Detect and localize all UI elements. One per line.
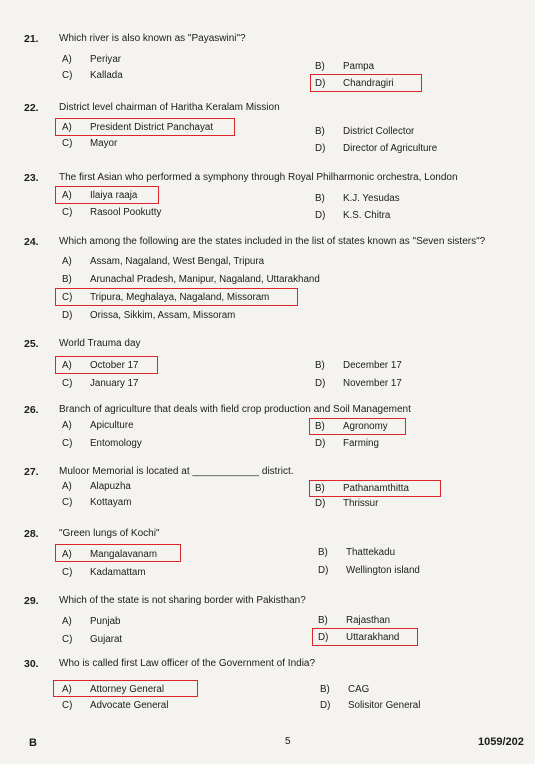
option-letter: B) [320, 684, 330, 695]
option-text: Pathanamthitta [343, 483, 409, 494]
option-text: Chandragiri [343, 78, 394, 89]
question-number: 30. [24, 658, 39, 670]
option-letter: C) [62, 378, 73, 389]
option-letter: B) [318, 547, 328, 558]
answer-mark-box [310, 74, 422, 92]
option-text: CAG [348, 684, 370, 695]
option-text: Punjab [90, 616, 121, 627]
option-text: Thrissur [343, 498, 379, 509]
option-letter: C) [62, 292, 73, 303]
option-text: Tripura, Meghalaya, Nagaland, Missoram [90, 292, 270, 303]
question-text: "Green lungs of Kochi" [59, 528, 160, 539]
option-letter: A) [62, 190, 72, 201]
option-letter: C) [62, 497, 73, 508]
option-text: Kallada [90, 70, 123, 81]
option-text: Thattekadu [346, 547, 396, 558]
option-letter: B) [318, 615, 328, 626]
paper-code: 1059/202 [478, 736, 524, 748]
option-text: Mangalavanam [90, 549, 157, 560]
option-letter: D) [62, 310, 73, 321]
option-letter: D) [315, 78, 326, 89]
option-letter: D) [318, 565, 329, 576]
option-text: Kadamattam [90, 567, 146, 578]
question-number: 22. [24, 102, 39, 114]
option-letter: B) [315, 193, 325, 204]
option-letter: A) [62, 481, 72, 492]
option-text: Orissa, Sikkim, Assam, Missoram [90, 310, 236, 321]
option-letter: C) [62, 438, 73, 449]
option-letter: C) [62, 634, 73, 645]
option-text: Wellington island [346, 565, 420, 576]
option-text: Gujarat [90, 634, 123, 645]
option-letter: A) [62, 616, 72, 627]
option-text: K.J. Yesudas [343, 193, 400, 204]
answer-mark-box [55, 544, 181, 562]
option-letter: D) [318, 632, 329, 643]
question-number: 23. [24, 172, 39, 184]
question-number: 21. [24, 33, 39, 45]
option-text: Assam, Nagaland, West Bengal, Tripura [90, 256, 265, 267]
question-text: Branch of agriculture that deals with field crop production and Soil Management [59, 404, 411, 415]
option-text: January 17 [90, 378, 139, 389]
option-letter: D) [320, 700, 331, 711]
page-number: 5 [285, 736, 291, 747]
option-letter: B) [62, 274, 72, 285]
question-text: Muloor Memorial is located at ____________ district. [59, 466, 294, 477]
series-code: B [29, 737, 37, 749]
option-letter: D) [315, 438, 326, 449]
option-text: Rajasthan [346, 615, 391, 626]
answer-mark-box [55, 356, 158, 374]
question-text: The first Asian who performed a symphony through Royal Philharmonic orchestra, London [59, 172, 458, 183]
answer-mark-box [309, 418, 406, 435]
answer-mark-box [55, 186, 159, 204]
question-number: 26. [24, 404, 39, 416]
question-text: Which of the state is not sharing border with Pakisthan? [59, 595, 306, 606]
option-text: Entomology [90, 438, 142, 449]
question-text: Who is called first Law officer of the Government of India? [59, 658, 316, 669]
option-text: Kottayam [90, 497, 132, 508]
option-text: November 17 [343, 378, 402, 389]
question-number: 28. [24, 528, 39, 540]
option-text: District Collector [343, 126, 415, 137]
option-text: December 17 [343, 360, 402, 371]
option-text: Farming [343, 438, 379, 449]
option-text: Agronomy [343, 421, 388, 432]
option-text: Alapuzha [90, 481, 131, 492]
option-text: Uttarakhand [346, 632, 400, 643]
question-number: 29. [24, 595, 39, 607]
option-letter: B) [315, 61, 325, 72]
question-text: Which among the following are the states included in the list of states known as "Seven sisters"? [59, 236, 486, 247]
option-letter: C) [62, 207, 73, 218]
option-letter: D) [315, 378, 326, 389]
option-letter: C) [62, 138, 73, 149]
option-letter: D) [315, 210, 326, 221]
option-text: President District Panchayat [90, 122, 214, 133]
question-number: 27. [24, 466, 39, 478]
option-text: Mayor [90, 138, 118, 149]
option-text: Advocate General [90, 700, 169, 711]
option-letter: B) [315, 483, 325, 494]
option-letter: B) [315, 360, 325, 371]
option-letter: A) [62, 549, 72, 560]
question-text: District level chairman of Haritha Keralam Mission [59, 102, 280, 113]
option-letter: D) [315, 143, 326, 154]
option-text: Pampa [343, 61, 375, 72]
option-text: Apiculture [90, 420, 134, 431]
option-text: Arunachal Pradesh, Manipur, Nagaland, Uttarakhand [90, 274, 320, 285]
option-text: Attorney General [90, 684, 165, 695]
option-text: October 17 [90, 360, 139, 371]
question-text: Which river is also known as "Payaswini"? [59, 33, 246, 44]
question-text: World Trauma day [59, 338, 141, 349]
option-text: Ilaiya raaja [90, 190, 138, 201]
option-letter: C) [62, 567, 73, 578]
option-text: Solisitor General [348, 700, 421, 711]
answer-mark-box [309, 480, 441, 497]
option-letter: A) [62, 360, 72, 371]
option-letter: A) [62, 420, 72, 431]
option-letter: B) [315, 421, 325, 432]
option-text: Director of Agriculture [343, 143, 438, 154]
option-letter: B) [315, 126, 325, 137]
question-number: 24. [24, 236, 39, 248]
option-letter: A) [62, 122, 72, 133]
answer-mark-box [55, 288, 298, 306]
option-text: K.S. Chitra [343, 210, 391, 221]
option-text: Periyar [90, 54, 122, 65]
option-letter: D) [315, 498, 326, 509]
option-letter: A) [62, 256, 72, 267]
option-text: Rasool Pookutty [90, 207, 162, 218]
question-number: 25. [24, 338, 39, 350]
option-letter: A) [62, 54, 72, 65]
option-letter: C) [62, 70, 73, 81]
answer-mark-box [312, 628, 418, 646]
option-letter: C) [62, 700, 73, 711]
option-letter: A) [62, 684, 72, 695]
answer-mark-box [53, 680, 198, 697]
answer-mark-box [55, 118, 235, 136]
